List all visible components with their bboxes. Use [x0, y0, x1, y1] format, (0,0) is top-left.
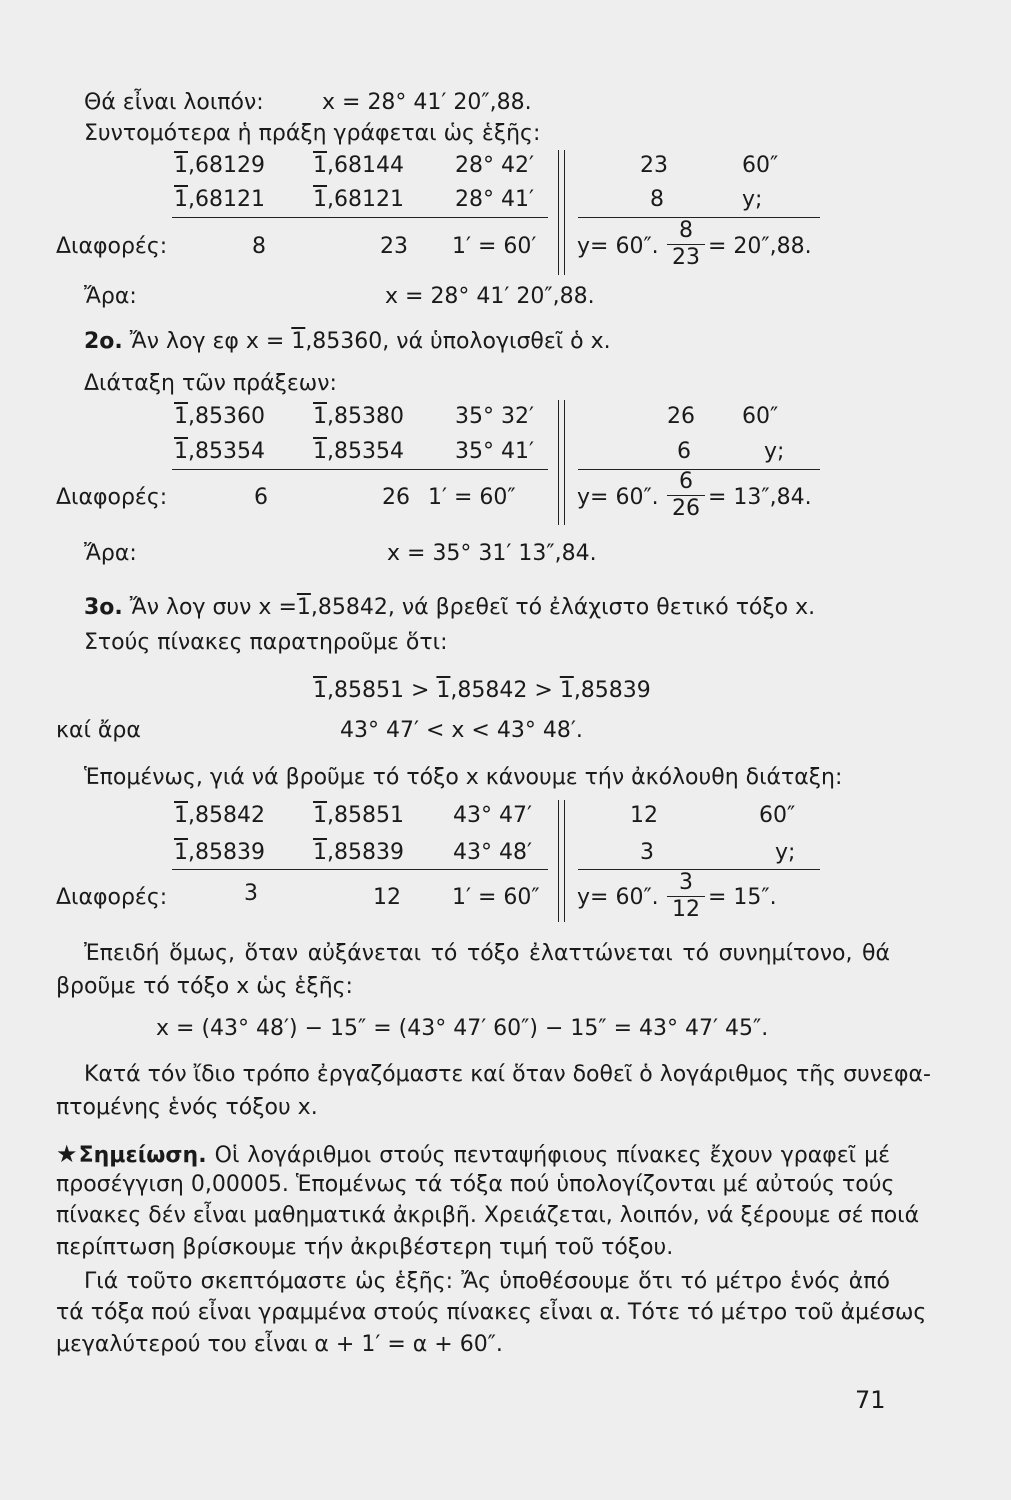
ex2-fraction	[667, 471, 705, 520]
ex3-r1-a: 1,85842	[174, 803, 265, 828]
star-icon: ★	[56, 1140, 79, 1168]
equation: x = (43° 48′) − 15″ = (43° 47′ 60″) − 15″ = 43° 47′ 45″.	[156, 1016, 769, 1041]
ex2-y-lhs: y= 60″.	[577, 485, 659, 510]
note-line1: ★Σημείωση. Οἱ λογάριθμοι στούς πενταψήφιους πίνακες ἔχουν γραφεῖ μέ	[56, 1140, 891, 1168]
ex2-r2-c: 35° 41′	[455, 439, 534, 464]
ex3-diff-label: Διαφορές:	[56, 885, 168, 910]
ex3-rule-left	[172, 869, 548, 870]
ex2-statement: 2ο. Ἄν λογ εφ x = 1,85360, νά ὑπολογισθεῖ ὁ x.	[84, 329, 611, 354]
ex2-r1-d: 26	[667, 404, 695, 429]
ex2-frac-num: 6	[679, 469, 693, 494]
b1-r1-d: 23	[640, 153, 668, 178]
ex3-divider-2	[564, 800, 565, 922]
ex3-intro2: Ἑπομένως, γιά νά βροῦμε τό τόξο x κάνουμε τήν ἀκόλουθη διάταξη:	[84, 765, 843, 790]
b1-divider-1	[558, 150, 559, 275]
b1-r1-e: 60″	[742, 153, 779, 178]
para2-line2: πτομένης ἑνός τόξου x.	[56, 1095, 318, 1120]
b1-result-label: Ἄρα:	[84, 284, 137, 309]
ex2-result-value: x = 35° 31′ 13″,84.	[387, 541, 597, 566]
ex2-y-rhs: = 13″,84.	[708, 485, 812, 510]
ex2-r1-c: 35° 32′	[455, 404, 534, 429]
b1-diff-a: 8	[252, 234, 266, 259]
ex2-heading: 2ο.	[84, 329, 123, 354]
ex3-rule-right	[578, 869, 820, 870]
b1-rule-left	[172, 217, 548, 218]
ex3-r1-d: 12	[630, 803, 658, 828]
b1-y-lhs: y= 60″.	[577, 234, 659, 259]
ex3-r2-d: 3	[640, 840, 654, 865]
b1-frac-den: 23	[667, 244, 705, 269]
ex2-intro: Διάταξη τῶν πράξεων:	[84, 371, 337, 396]
ex2-rule-left	[172, 469, 548, 470]
ex2-r1-e: 60″	[742, 404, 779, 429]
b1-r1-b: 1,68144	[313, 153, 404, 178]
ex2-diff-b: 26	[382, 485, 410, 510]
b1-frac-num: 8	[679, 218, 693, 243]
b1-r1-a: 1,68129	[174, 153, 265, 178]
ex3-fraction	[667, 872, 705, 921]
ex3-frac-num: 3	[679, 870, 693, 895]
ex3-diff-c: 1′ = 60″	[452, 885, 540, 910]
para1-line2: βροῦμε τό τόξο x ὡς ἑξῆς:	[56, 974, 353, 999]
ex3-kai-ara: καί ἄρα	[56, 718, 141, 743]
ex3-r1-e: 60″	[759, 803, 796, 828]
para3-line2: τά τόξα πού εἶναι γραμμένα στούς πίνακες εἶναι α. Τότε τό μέτρο τοῦ ἀμέσως	[56, 1300, 927, 1325]
ex2-divider-2	[564, 400, 565, 525]
ex3-r2-b: 1,85839	[313, 840, 404, 865]
ex2-result-label: Ἄρα:	[84, 541, 137, 566]
ex2-r2-a: 1,85354	[174, 439, 265, 464]
line1-value: x = 28° 41′ 20″,88.	[322, 90, 532, 115]
ex2-r2-d: 6	[677, 439, 691, 464]
ex3-intro: Στούς πίνακες παρατηροῦμε ὅτι:	[84, 630, 448, 655]
note-title: Σημείωση.	[78, 1143, 207, 1168]
ex2-r2-e: y;	[764, 439, 785, 464]
ex3-inequality2: 43° 47′ < x < 43° 48′.	[340, 718, 583, 743]
b1-r2-d: 8	[650, 187, 664, 212]
line1-label: Θά εἶναι λοιπόν:	[84, 90, 264, 115]
b1-r2-b: 1,68121	[313, 187, 404, 212]
ex3-statement: 3ο. Ἄν λογ συν x =1,85842, νά βρεθεῖ τό ἐλάχιστο θετικό τόξο x.	[84, 595, 816, 620]
ex2-rule-right	[578, 469, 820, 470]
b1-fraction	[667, 220, 705, 269]
ex2-frac-den: 26	[667, 495, 705, 520]
b1-divider-2	[564, 150, 565, 275]
b1-r2-c: 28° 41′	[455, 187, 534, 212]
b1-r1-c: 28° 42′	[455, 153, 534, 178]
ex2-r2-b: 1,85354	[313, 439, 404, 464]
ex2-diff-a: 6	[254, 485, 268, 510]
para2-line1: Κατά τόν ἴδιο τρόπο ἐργαζόμαστε καί ὅταν δοθεῖ ὁ λογάριθμος τῆς συνεφα-	[84, 1062, 931, 1087]
para1-line1: Ἐπειδή ὅμως, ὅταν αὐξάνεται τό τόξο ἐλαττώνεται τό συνημίτονο, θά	[84, 941, 890, 966]
b1-r2-e: y;	[742, 187, 763, 212]
ex2-r1-b: 1,85380	[313, 404, 404, 429]
ex3-diff-b: 12	[373, 885, 401, 910]
b1-rule-right	[578, 217, 820, 218]
ex2-diff-label: Διαφορές:	[56, 485, 168, 510]
ex3-r1-c: 43° 47′	[453, 803, 532, 828]
para3-line1: Γιά τοῦτο σκεπτόμαστε ὡς ἑξῆς: Ἄς ὑποθέσουμε ὅτι τό μέτρο ἑνός ἀπό	[84, 1269, 890, 1294]
ex3-frac-den: 12	[667, 896, 705, 921]
para3-line3: μεγαλύτερού του εἶναι α + 1′ = α + 60″.	[56, 1332, 503, 1357]
ex3-divider-1	[558, 800, 559, 922]
b1-diff-c: 1′ = 60′	[452, 234, 537, 259]
ex3-r2-e: y;	[775, 840, 796, 865]
note-line2: προσέγγιση 0,00005. Ἑπομένως τά τόξα πού ὑπολογίζονται μέ αὐτούς τούς	[56, 1172, 895, 1197]
ex2-divider-1	[558, 400, 559, 525]
ex3-r2-c: 43° 48′	[453, 840, 532, 865]
ex3-inequality: 1,85851 > 1,85842 > 1,85839	[313, 678, 651, 703]
b1-diff-b: 23	[380, 234, 408, 259]
ex3-r1-b: 1,85851	[313, 803, 404, 828]
ex3-r2-a: 1,85839	[174, 840, 265, 865]
b1-result-value: x = 28° 41′ 20″,88.	[385, 284, 595, 309]
b1-r2-a: 1,68121	[174, 187, 265, 212]
ex3-y-lhs: y= 60″.	[577, 885, 659, 910]
note-line4: περίπτωση βρίσκουμε τήν ἀκριβέστερη τιμή τοῦ τόξου.	[56, 1235, 674, 1260]
ex3-diff-a: 3	[244, 881, 258, 906]
b1-diff-label: Διαφορές:	[56, 234, 168, 259]
ex2-diff-c: 1′ = 60″	[428, 485, 516, 510]
page-number: 71	[855, 1386, 886, 1414]
ex3-heading: 3ο.	[84, 595, 123, 620]
intro1: Συντομότερα ἡ πράξη γράφεται ὡς ἑξῆς:	[84, 121, 541, 146]
ex3-y-rhs: = 15″.	[708, 885, 777, 910]
ex2-r1-a: 1,85360	[174, 404, 265, 429]
note-line3: πίνακες δέν εἶναι μαθηματικά ἀκριβῆ. Χρειάζεται, λοιπόν, νά ξέρουμε σέ ποιά	[56, 1203, 920, 1228]
b1-y-rhs: = 20″,88.	[708, 234, 812, 259]
